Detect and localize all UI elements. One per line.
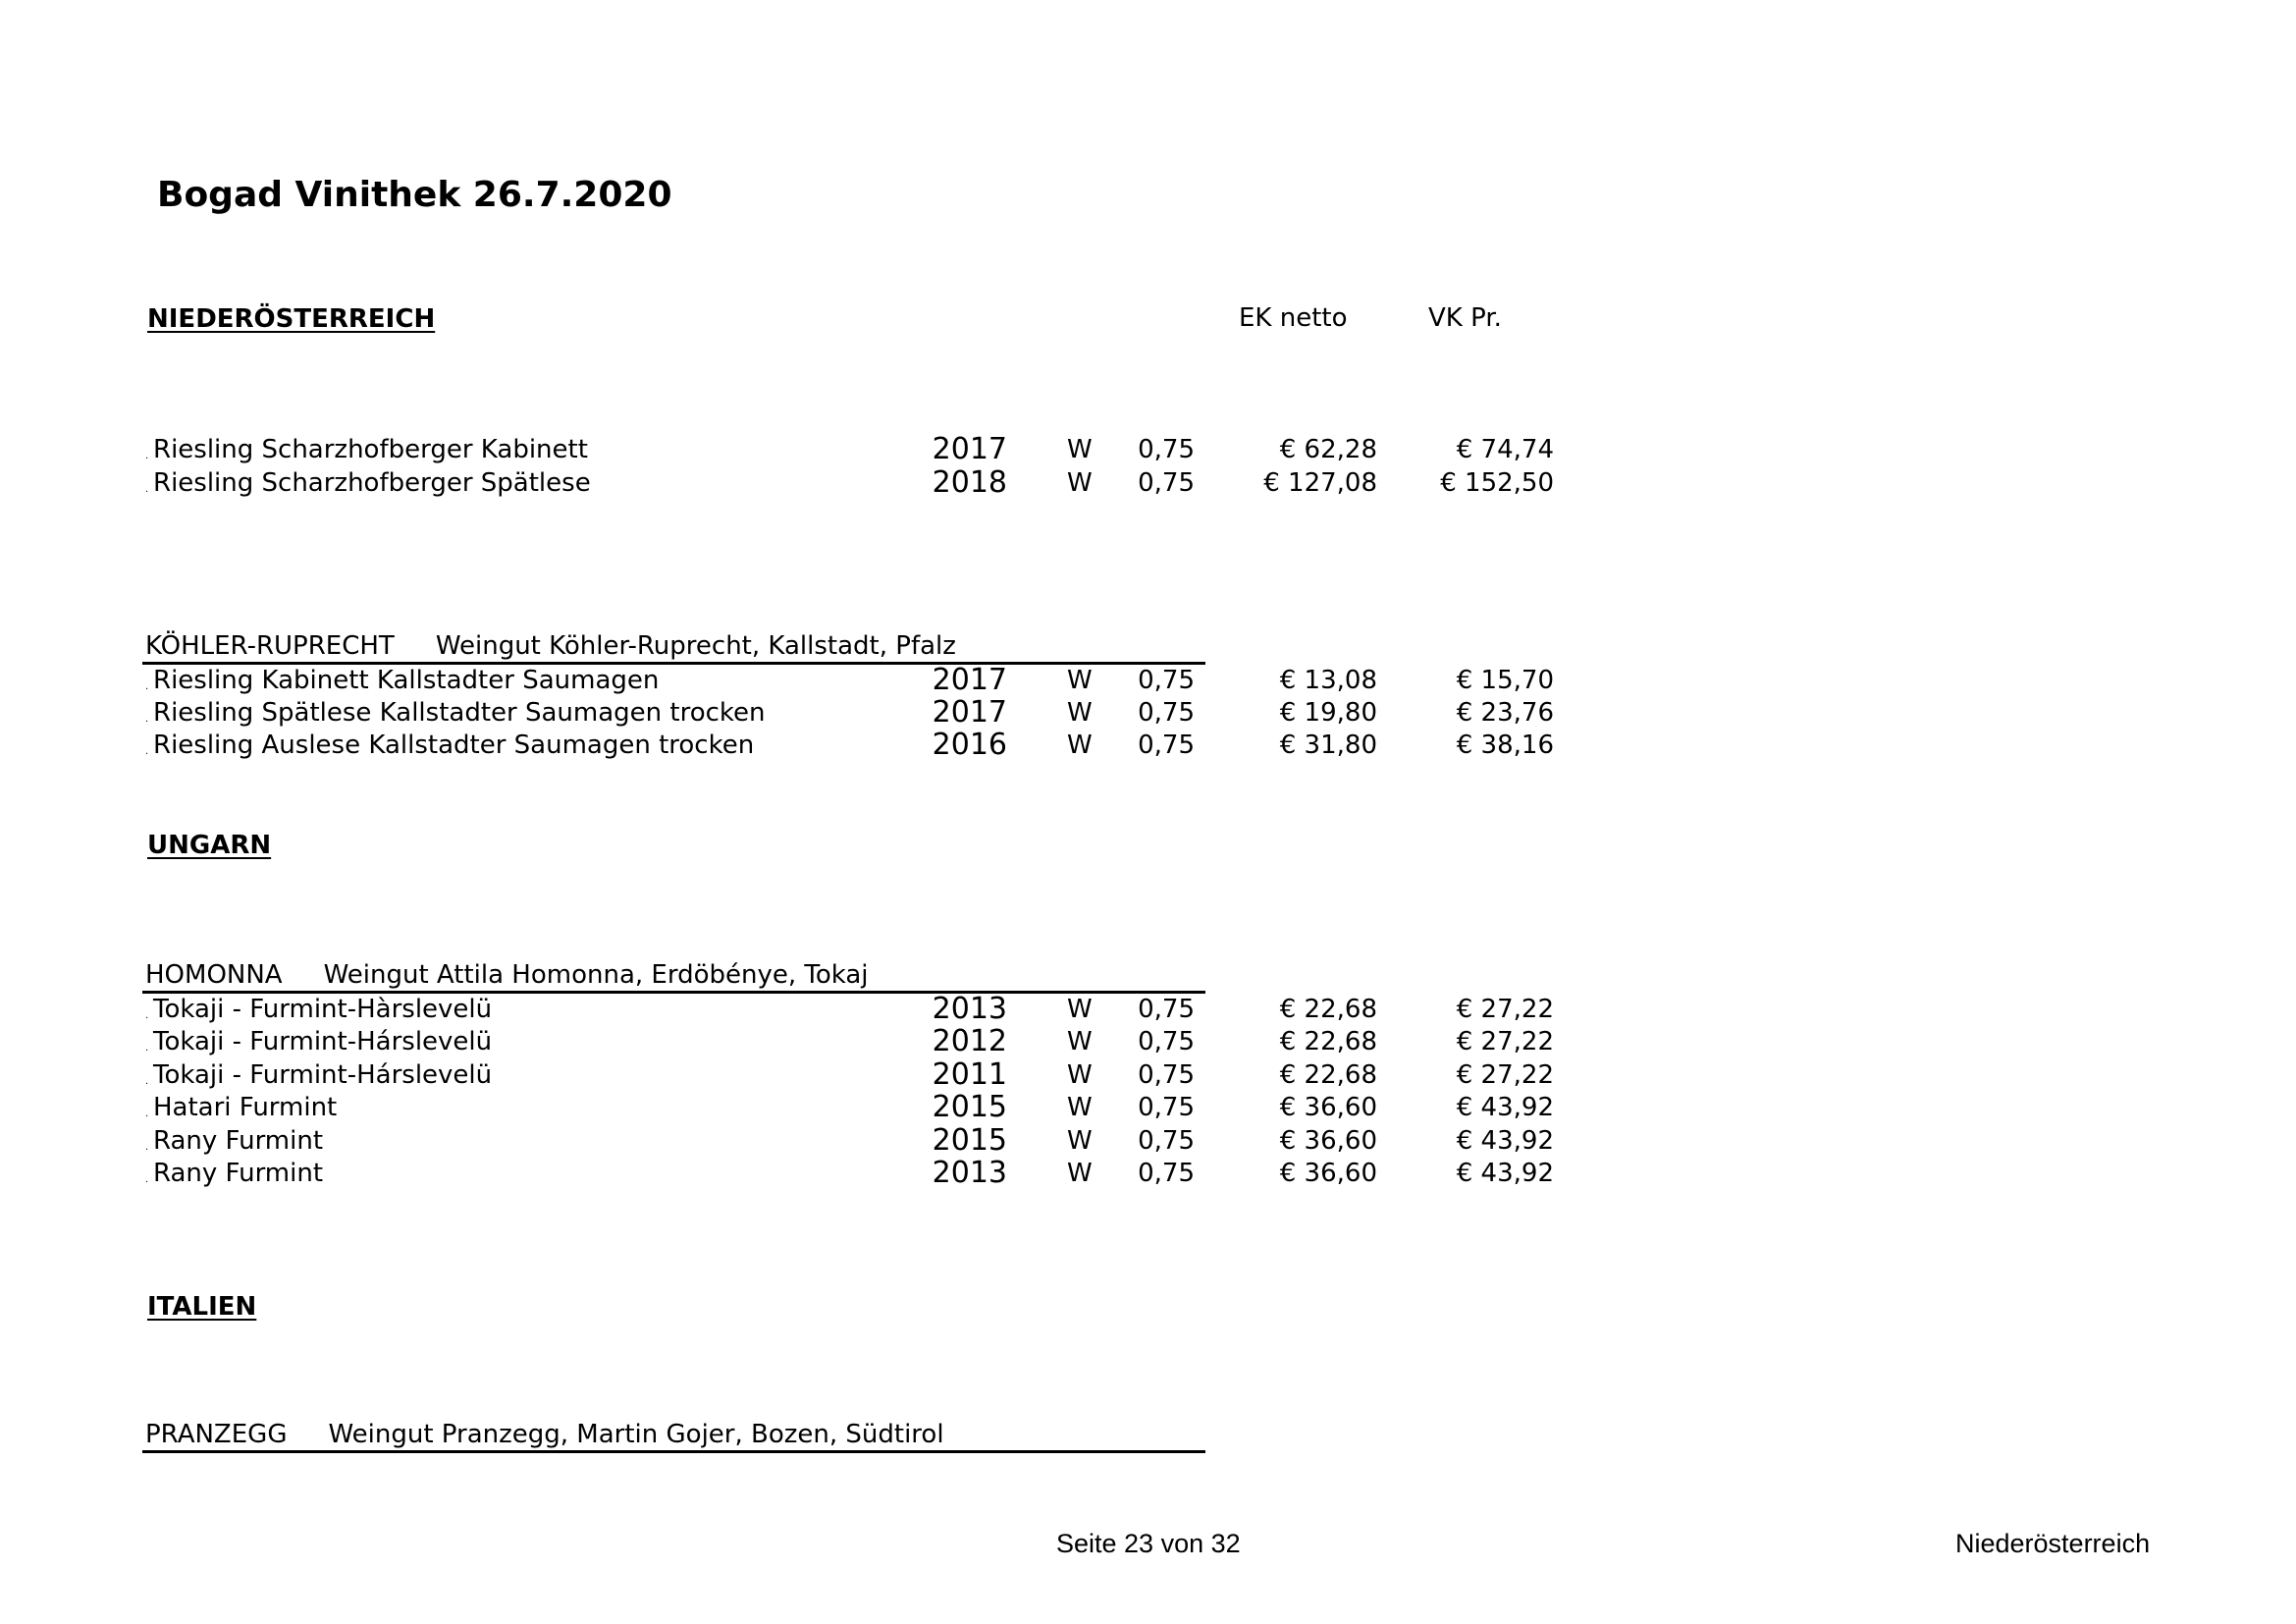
producer-description: Weingut Köhler-Ruprecht, Kallstadt, Pfalz (435, 631, 956, 661)
section-heading-italien: ITALIEN (147, 1292, 257, 1322)
wine-type: W (1067, 1093, 1093, 1122)
wine-name: Riesling Spätlese Kallstadter Saumagen trocken (153, 698, 766, 728)
wine-volume: 0,75 (1138, 995, 1195, 1024)
row-bullet: . (145, 714, 149, 725)
row-bullet: . (145, 746, 149, 757)
wine-type: W (1067, 1126, 1093, 1156)
wine-vk-price: € 27,22 (1456, 1027, 1554, 1056)
wine-ek-price: € 62,28 (1279, 435, 1377, 464)
producer-description: Weingut Attila Homonna, Erdöbénye, Tokaj (323, 960, 869, 990)
wine-vk-price: € 74,74 (1456, 435, 1554, 464)
wine-ek-price: € 22,68 (1279, 995, 1377, 1024)
wine-volume: 0,75 (1138, 698, 1195, 728)
wine-ek-price: € 36,60 (1279, 1126, 1377, 1156)
wine-year: 2016 (932, 728, 1007, 762)
row-bullet: . (145, 484, 149, 495)
wine-row (0, 992, 2296, 1028)
wine-name: Riesling Auslese Kallstadter Saumagen trocken (153, 731, 755, 760)
wine-ek-price: € 36,60 (1279, 1159, 1377, 1188)
wine-year: 2018 (932, 465, 1007, 500)
wine-year: 2013 (932, 1156, 1007, 1190)
wine-year: 2015 (932, 1090, 1007, 1124)
wine-row (0, 1090, 2296, 1126)
wine-row (0, 465, 2296, 502)
row-bullet: . (145, 1109, 149, 1119)
wine-name: Hatari Furmint (153, 1093, 338, 1122)
wine-type: W (1067, 995, 1093, 1024)
producer-name: PRANZEGG (145, 1420, 288, 1449)
wine-type: W (1067, 666, 1093, 695)
producer-rule (142, 1450, 1205, 1453)
wine-ek-price: € 22,68 (1279, 1060, 1377, 1090)
wine-volume: 0,75 (1138, 435, 1195, 464)
wine-row (0, 728, 2296, 764)
wine-year: 2017 (932, 432, 1007, 466)
wine-year: 2017 (932, 663, 1007, 697)
producer-description: Weingut Pranzegg, Martin Gojer, Bozen, Südtirol (328, 1420, 944, 1449)
wine-vk-price: € 38,16 (1456, 731, 1554, 760)
wine-row (0, 1024, 2296, 1060)
producer-name: HOMONNA (145, 960, 283, 990)
wine-ek-price: € 22,68 (1279, 1027, 1377, 1056)
producer-header-homonna (145, 960, 869, 990)
row-bullet: . (145, 1010, 149, 1021)
wine-vk-price: € 23,76 (1456, 698, 1554, 728)
wine-row (0, 1123, 2296, 1160)
wine-vk-price: € 27,22 (1456, 995, 1554, 1024)
wine-name: Tokaji - Furmint-Hárslevelü (153, 1027, 493, 1056)
row-bullet: . (145, 1142, 149, 1153)
wine-row (0, 1057, 2296, 1094)
wine-type: W (1067, 435, 1093, 464)
wine-volume: 0,75 (1138, 731, 1195, 760)
page-number: Seite 23 von 32 (1056, 1529, 1241, 1558)
wine-name: Tokaji - Furmint-Hárslevelü (153, 1060, 493, 1090)
column-header-vk: VK Pr. (1428, 303, 1502, 333)
producer-name: KÖHLER-RUPRECHT (145, 631, 395, 661)
wine-name: Riesling Scharzhofberger Kabinett (153, 435, 588, 464)
producer-header-koehler (145, 631, 956, 661)
wine-vk-price: € 43,92 (1456, 1093, 1554, 1122)
row-bullet: . (145, 1174, 149, 1185)
wine-ek-price: € 13,08 (1279, 666, 1377, 695)
wine-type: W (1067, 1060, 1093, 1090)
wine-volume: 0,75 (1138, 1126, 1195, 1156)
wine-type: W (1067, 698, 1093, 728)
wine-volume: 0,75 (1138, 1060, 1195, 1090)
wine-vk-price: € 152,50 (1440, 468, 1554, 498)
wine-vk-price: € 43,92 (1456, 1159, 1554, 1188)
wine-year: 2012 (932, 1024, 1007, 1058)
producer-header-pranzegg (145, 1420, 944, 1449)
wine-name: Riesling Kabinett Kallstadter Saumagen (153, 666, 660, 695)
wine-volume: 0,75 (1138, 1027, 1195, 1056)
producer-rule (142, 991, 1205, 994)
wine-row (0, 663, 2296, 699)
wine-vk-price: € 15,70 (1456, 666, 1554, 695)
wine-row (0, 695, 2296, 731)
wine-name: Riesling Scharzhofberger Spätlese (153, 468, 591, 498)
document-title: Bogad Vinithek 26.7.2020 (157, 175, 672, 215)
row-bullet: . (145, 1043, 149, 1054)
row-bullet: . (145, 451, 149, 461)
wine-name: Tokaji - Furmint-Hàrslevelü (153, 995, 493, 1024)
producer-rule (142, 662, 1205, 665)
wine-volume: 0,75 (1138, 666, 1195, 695)
wine-row (0, 432, 2296, 468)
section-heading-ungarn: UNGARN (147, 831, 272, 860)
wine-volume: 0,75 (1138, 468, 1195, 498)
footer-region: Niederösterreich (1955, 1529, 2151, 1558)
wine-year: 2011 (932, 1057, 1007, 1092)
wine-vk-price: € 27,22 (1456, 1060, 1554, 1090)
row-bullet: . (145, 1076, 149, 1087)
wine-type: W (1067, 1027, 1093, 1056)
wine-type: W (1067, 731, 1093, 760)
wine-year: 2015 (932, 1123, 1007, 1158)
wine-type: W (1067, 468, 1093, 498)
section-heading-niederoesterreich: NIEDERÖSTERREICH (147, 304, 436, 334)
wine-row (0, 1156, 2296, 1192)
column-header-ek: EK netto (1239, 303, 1348, 333)
row-bullet: . (145, 681, 149, 692)
wine-volume: 0,75 (1138, 1093, 1195, 1122)
wine-ek-price: € 127,08 (1263, 468, 1377, 498)
wine-name: Rany Furmint (153, 1159, 324, 1188)
wine-volume: 0,75 (1138, 1159, 1195, 1188)
wine-vk-price: € 43,92 (1456, 1126, 1554, 1156)
wine-ek-price: € 31,80 (1279, 731, 1377, 760)
wine-ek-price: € 19,80 (1279, 698, 1377, 728)
wine-name: Rany Furmint (153, 1126, 324, 1156)
wine-type: W (1067, 1159, 1093, 1188)
wine-year: 2017 (932, 695, 1007, 730)
wine-year: 2013 (932, 992, 1007, 1026)
wine-ek-price: € 36,60 (1279, 1093, 1377, 1122)
